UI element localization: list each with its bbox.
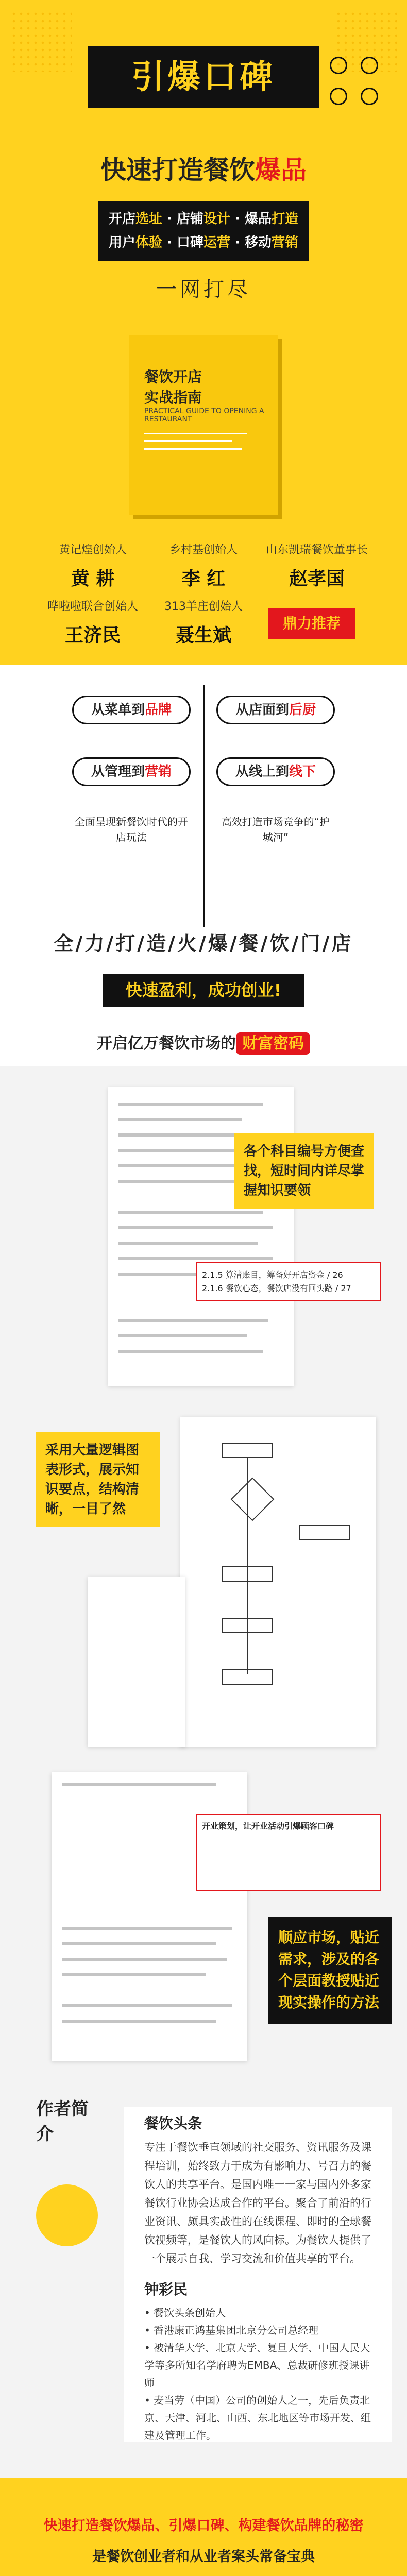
footer-line2: 是餐饮创业者和从业者案头常备宝典 xyxy=(92,2549,315,2565)
deco-icon xyxy=(330,88,347,105)
endorse-badge: 鼎力推荐 xyxy=(268,608,355,639)
step-divider xyxy=(203,685,205,927)
avatar xyxy=(36,2184,98,2246)
slogan: 全/力/打/造/火/爆/餐/饮/门/店 xyxy=(54,932,353,955)
hero-features: 开店选址 · 店铺设计 · 爆品打造 用户体验 · 口碑运营 · 移动营销 xyxy=(98,201,309,261)
hero-dots-left xyxy=(10,10,72,72)
step-left-2: 从管理到营销 xyxy=(72,757,191,786)
flow-page xyxy=(180,1417,376,1747)
deco-icon xyxy=(361,57,378,74)
flow-node xyxy=(299,1525,350,1540)
deco-icon xyxy=(361,88,378,105)
deco-icon xyxy=(330,57,347,74)
endorsement: 山东凯瑞餐饮董事长 赵孝国 xyxy=(265,544,368,589)
hero-subtitle: 快速打造餐饮爆品 xyxy=(100,155,307,185)
hero-tagline: 一网打尽 xyxy=(156,278,251,301)
author-card xyxy=(124,2107,392,2442)
author-org-desc: 专注于餐饮垂直领域的社交服务、资讯服务及课程培训，始终致力于成为有影响力、号召力的餐饮人的共享平台。是国内唯一一家与国内外多家餐饮行业协会达成合作的平台。聚合了前沿的行业资讯、颇具实战性的在线课程、即时的全球餐饮视频等，是餐饮人的风向标。为餐饮人提供了一个展示自我、学习交流和价值共享的平台。 xyxy=(144,2141,371,2265)
step-left-note: 全面呈现新餐饮时代的开店玩法 xyxy=(75,816,188,843)
endorsement: 313羊庄创始人 聂生斌 xyxy=(164,600,243,646)
endorsement: 黄记煌创始人 黄 耕 xyxy=(58,544,127,589)
authors-label: 作者简介 xyxy=(36,2099,89,2144)
practice-zoom: 开业策划，让开业活动引爆顾客口碑 xyxy=(196,1814,381,1891)
slogan-pill: 快速盈利，成功创业! xyxy=(103,974,304,1007)
book-line xyxy=(144,448,242,450)
flow-page-small xyxy=(88,1577,185,1747)
flow-callout: 采用大量逻辑图表形式，展示知识要点，结构清晰，一目了然 xyxy=(36,1432,160,1527)
endorsement: 哗啦啦联合创始人 王济民 xyxy=(47,600,138,646)
author-org: 餐饮头条 xyxy=(144,2115,202,2132)
flow-node xyxy=(222,1443,273,1458)
practice-callout: 顺应市场，贴近需求，涉及的各个层面教授贴近现实操作的方法 xyxy=(268,1917,392,2024)
book-line xyxy=(144,440,232,442)
author-person: 钟彩民 xyxy=(144,2281,188,2298)
book-title: 餐饮开店 实战指南 xyxy=(144,368,202,406)
book-cover xyxy=(129,335,278,515)
step-right-1: 从店面到后厨 xyxy=(216,696,335,724)
endorsement: 乡村基创始人 李 红 xyxy=(169,544,238,589)
book-subtitle: PRACTICAL GUIDE TO OPENING A RESTAURANT xyxy=(144,407,264,423)
footer-line1: 快速打造餐饮爆品、引爆口碑、构建餐饮品牌的秘密 xyxy=(43,2518,364,2534)
step-right-2: 从线上到线下 xyxy=(216,757,335,786)
book-line xyxy=(144,433,247,434)
hero-headline: 引爆口碑 xyxy=(88,46,319,108)
toc-zoom: 2.1.5 算清账目，筹备好开店资金 / 26 2.1.6 餐饮心态，餐饮店没有回头路 / 27 xyxy=(196,1262,381,1301)
wealth-line: 开启亿万餐饮市场的 财富密码 xyxy=(0,1030,407,1053)
author-points: • 餐饮头条创始人 • 香港康正鸿基集团北京分公司总经理 • 被清华大学、北京大学、复旦大学、中国人民大学等多所知名学府聘为EMBA、总裁研修班授课讲师 • 麦当劳（中国）公司的创始人之一，先后负责北京、天津、河北、山西、东北地区等市场开发、组建及管理工作。 xyxy=(144,2304,376,2444)
toc-page xyxy=(108,1087,294,1386)
step-right-note: 高效打造市场竞争的“护城河” xyxy=(221,816,330,843)
toc-callout: 各个科目编号方便查找，短时间内详尽掌握知识要领 xyxy=(234,1133,374,1209)
step-left-1: 从菜单到品牌 xyxy=(72,696,191,724)
